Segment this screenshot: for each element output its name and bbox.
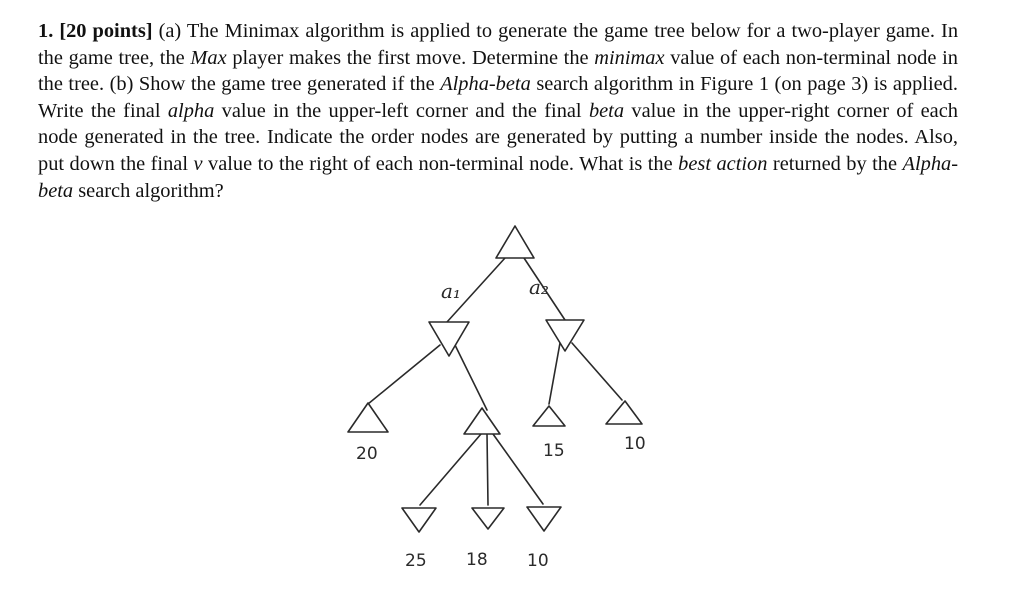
edge-label-a2: a₂ xyxy=(529,275,549,299)
leaf-value-15: 15 xyxy=(543,441,565,461)
leaf-value-18: 18 xyxy=(466,550,488,570)
minimax-term: Minimax xyxy=(224,20,300,42)
alpha-beta-term: Alpha-beta xyxy=(38,152,959,202)
leaf-value-25: 25 xyxy=(405,551,427,571)
tree-edge xyxy=(455,345,487,410)
tree-edge xyxy=(493,434,543,504)
alpha-beta-term: Alpha-beta xyxy=(440,73,531,96)
text-segment: value of each non-terminal node in the tree. (b) Show the game tree generated if the xyxy=(38,46,958,96)
root-max-node xyxy=(496,226,534,258)
question-points: [20 points] xyxy=(59,20,153,42)
max-term: Max xyxy=(190,46,227,69)
tree-edge xyxy=(572,343,622,400)
min-node-right xyxy=(546,320,584,351)
max-node-15 xyxy=(533,406,565,426)
leaf-value-20: 20 xyxy=(356,444,378,464)
text-segment: search algorithm? xyxy=(78,179,224,202)
tree-edge xyxy=(487,434,488,505)
min-node-25 xyxy=(402,508,436,532)
tree-edge xyxy=(368,345,440,404)
edge-label-a1: a₁ xyxy=(441,279,461,303)
max-node-middle xyxy=(464,408,500,434)
min-node-18 xyxy=(472,508,504,529)
best-action-term: best action xyxy=(678,152,768,175)
beta-term: beta xyxy=(588,99,625,122)
text-segment: search algorithm in Figure 1 (on page 3) is applied. Write the final xyxy=(38,73,958,122)
min-node-10 xyxy=(527,507,561,531)
tree-edge xyxy=(420,434,481,505)
text-segment: algorithm is applied to generate the game tree below for a two-player game. In the game tree, the xyxy=(38,20,959,69)
leaf-value-10-right: 10 xyxy=(624,434,646,454)
tree-edge xyxy=(549,343,560,404)
text-segment: player makes the first move. Determine the xyxy=(232,46,589,69)
max-node-10 xyxy=(606,401,642,424)
text-segment: value to the right of each non-terminal node. What is the xyxy=(208,152,673,175)
question-number: 1. xyxy=(38,20,54,42)
minimax-term-lower: minimax xyxy=(594,46,665,69)
part-a-label: (a) The xyxy=(158,20,219,42)
alpha-term: alpha xyxy=(167,99,215,122)
min-node-left xyxy=(429,322,469,356)
text-segment: value in the upper-left corner and the final xyxy=(221,99,582,122)
v-term: v xyxy=(193,152,203,175)
text-segment: value in the upper-right corner of each node generated in the tree. Indicate the order nodes are generated by putting a number inside the nodes. Also, put down the final xyxy=(38,99,958,175)
text-segment: returned by the xyxy=(772,152,898,175)
max-node-20 xyxy=(348,403,388,432)
leaf-value-10-bottom: 10 xyxy=(527,551,549,571)
